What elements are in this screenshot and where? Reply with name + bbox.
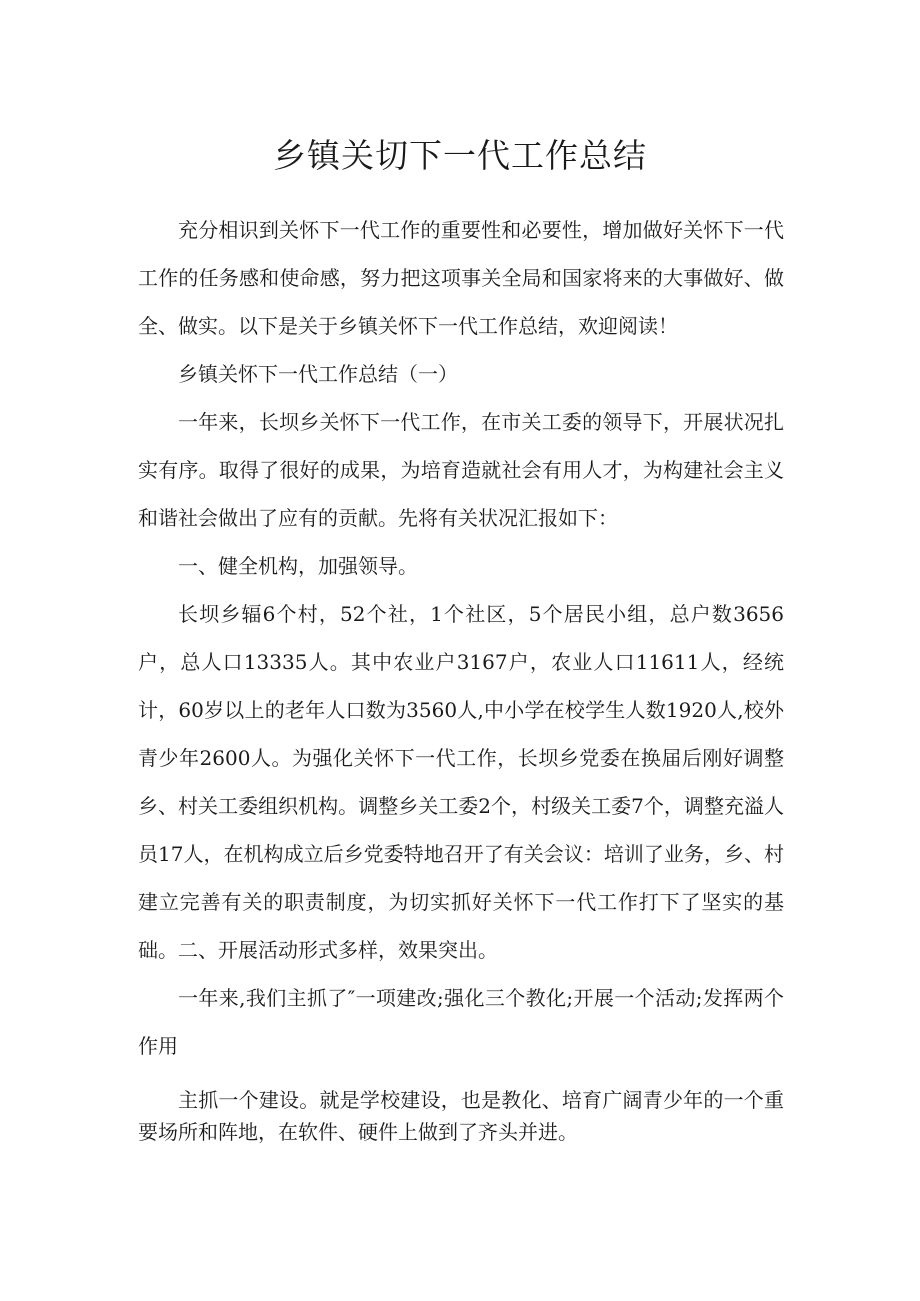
section-heading-two: 二、开展活动形式多样，效果突出。: [178, 938, 498, 962]
document-title: 乡镇关切下一代工作总结: [273, 136, 647, 175]
intro-paragraph: 充分相识到关怀下一代工作的重要性和必要性，增加做好关怀下一代工作的任务感和使命感，努力把这项事关全局和国家将来的大事做好、做全、做实。以下是关于乡镇关怀下一代工作总结，欢迎阅读！: [138, 218, 784, 338]
activities-paragraph: 一年来,我们主抓了″一项建改;强化三个教化;开展一个活动;发挥两个作用: [138, 986, 784, 1058]
statistics-paragraph: 长坝乡辐6个村，52个社，1个社区，5个居民小组，总户数3656户，总人口13335人。其中农业户3167户，农业人口11611人，经统计，60岁以上的老年人口数为3560人,中小学在校学生人数1920人,校外青少年2600人。为强化关怀下一代工作，长坝乡党委在换届后刚好调整乡、村关工委组织机构。调整乡关工委2个，村级关工委7个，调整充溢人员17人，在机构成立后乡党委特地召开了有关会议：培训了业务，乡、村建立完善有关的职责制度，为切实抓好关怀下一代工作打下了坚实的基础。: [138, 602, 784, 962]
section-heading-summary-one: 乡镇关怀下一代工作总结（一）: [178, 362, 458, 386]
section-heading-one: 一、健全机构，加强领导。: [178, 554, 418, 578]
overview-paragraph: 一年来，长坝乡关怀下一代工作，在市关工委的领导下，开展状况扎实有序。取得了很好的成果，为培育造就社会有用人才，为构建社会主义和谐社会做出了应有的贡献。先将有关状况汇报如下：: [138, 410, 784, 530]
construction-paragraph: 主抓一个建设。就是学校建设，也是教化、培育广阔青少年的一个重要场所和阵地，在软件、硬件上做到了齐头并进。: [138, 1088, 784, 1144]
